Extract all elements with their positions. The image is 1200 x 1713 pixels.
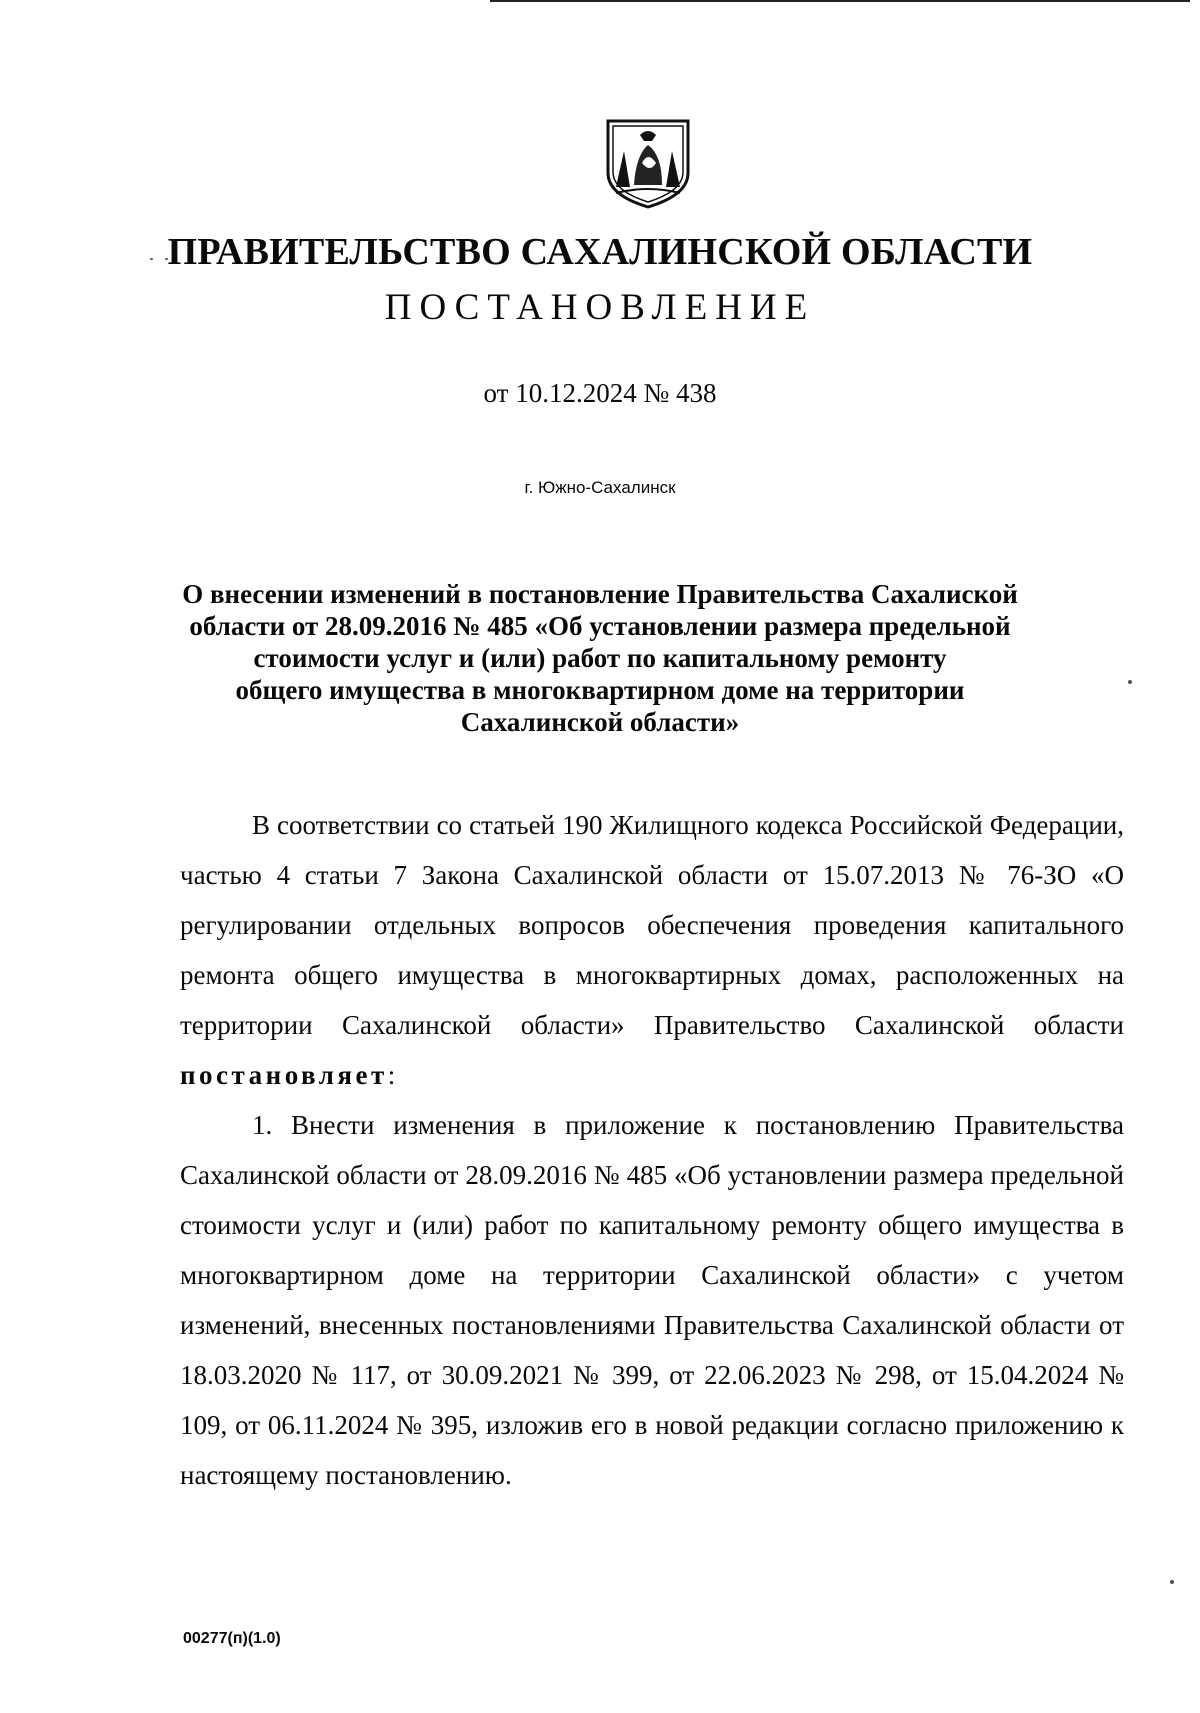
coat-of-arms-icon	[600, 115, 696, 211]
scan-speck	[150, 258, 153, 260]
document-type: ПОСТАНОВЛЕНИЕ	[384, 287, 816, 328]
subject-line: О внесении изменений в постановление Правительства Сахалиской	[182, 579, 1018, 609]
paragraph-item-1: 1. Внести изменения в приложение к постановлению Правительства Сахалинской области от 28.09.2016 № 485 «Об установлении размера предельной стоимости услуг и (или) работ по капитальному ремонту общего имущества в многоквартирном доме на территории Сахалинской области» с учетом изменений, внесенных постановлениями Правительства Сахалинской области от 18.03.2020 № 117, от 30.09.2021 № 399, от 22.06.2023 № 298, от 15.04.2024 № 109, от 06.11.2024 № 395, изложив его в новой редакции согласно приложению к настоящему постановлению.	[180, 1110, 1124, 1490]
document-body	[180, 800, 1124, 1500]
subject-line: общего имущества в многоквартирном доме на территории	[235, 675, 965, 705]
preamble-text: В соответствии со статьей 190 Жилищного кодекса Российской Федерации, частью 4 статьи 7 Закона Сахалинской области от 15.07.2013 № 76-ЗО «О регулировании отдельных вопросов обеспечения проведения капитального ремонта общего имущества в многоквартирных домах, расположенных на территории Сахалинской области» Правительство Сахалинской области	[180, 810, 1124, 1040]
scan-speck	[1128, 680, 1132, 684]
preamble-end: :	[387, 1060, 396, 1090]
scan-edge-line	[490, 0, 1190, 2]
date-number: от 10.12.2024 № 438	[483, 378, 717, 408]
paragraph-preamble	[180, 800, 1124, 1100]
resolves-keyword: постановляет	[180, 1060, 388, 1090]
government-title: ПРАВИТЕЛЬСТВО САХАЛИНСКОЙ ОБЛАСТИ	[167, 231, 1033, 273]
document-subject	[150, 578, 1050, 738]
form-code: 00277(п)(1.0)	[183, 1630, 281, 1647]
city: г. Южно-Сахалинск	[524, 478, 676, 497]
scan-speck	[1170, 1580, 1174, 1584]
subject-line: стоимости услуг и (или) работ по капитальному ремонту	[253, 643, 947, 673]
subject-line: области от 28.09.2016 № 485 «Об установлении размера предельной	[189, 611, 1011, 641]
subject-line: Сахалинской области»	[460, 707, 740, 737]
scan-speck	[165, 258, 168, 260]
